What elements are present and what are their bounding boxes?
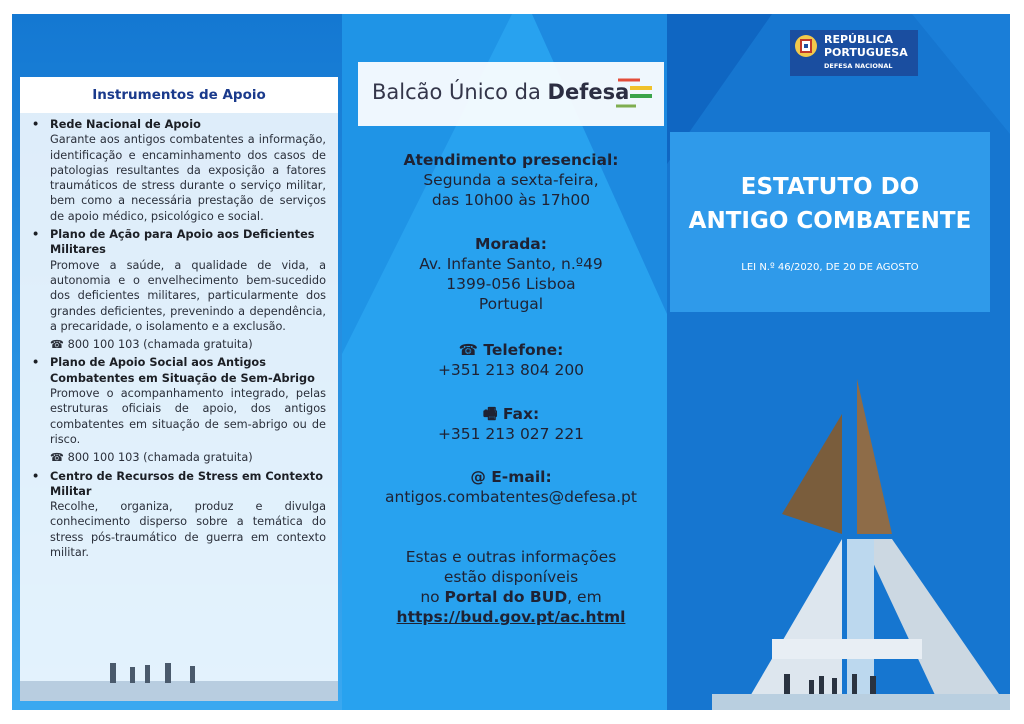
republic-emblem <box>790 30 918 76</box>
bullet-icon: • <box>32 118 40 131</box>
fax-number: +351 213 027 221 <box>437 425 585 443</box>
phone-number[interactable]: +351 213 804 200 <box>437 361 585 379</box>
defense-label: DEFESA NACIONAL <box>824 62 893 70</box>
logo-bold: Defesa <box>547 80 630 104</box>
phone-line: ☎ 800 100 103 (chamada gratuita) <box>50 451 253 465</box>
list-item <box>30 117 326 224</box>
bullet-icon: • <box>32 356 40 370</box>
info-line2: estão disponíveis <box>443 568 579 586</box>
address-city: 1399-056 Lisboa <box>446 275 576 293</box>
list-item <box>30 227 326 352</box>
item-description: Recolhe, organiza, produz e divulga conhecimento disperso sobre a temática do stress pós-traumático de guerra em contexto militar. <box>50 500 326 560</box>
address-heading: Morada: <box>475 235 547 253</box>
phone-line: ☎ 800 100 103 (chamada gratuita) <box>50 338 253 352</box>
title-line2: ANTIGO COMBATENTE <box>688 208 972 234</box>
item-description: Garante aos antigos combatentes a informação, identificação e encaminhamento dos casos de patologias resultantes da exposição a fatores traumáticos de stress durante o serviço militar, bem como a necessária prestação de serviços de apoio médico, psicológico e social. <box>50 133 326 223</box>
info-suffix: , em <box>567 588 602 606</box>
fax-heading: 🖷 Fax: <box>482 405 540 423</box>
list-item <box>30 469 326 561</box>
attendance-days: Segunda a sexta-feira, <box>423 171 599 189</box>
address-country: Portugal <box>478 295 544 313</box>
republic-line1: REPÚBLICA <box>824 33 894 46</box>
attendance-heading: Atendimento presencial: <box>403 151 619 169</box>
title-line1: ESTATUTO DO <box>740 174 920 200</box>
email-block <box>358 467 664 507</box>
silhouettes-illustration <box>20 641 338 701</box>
bullet-icon: • <box>32 469 40 483</box>
panel-body <box>20 117 338 563</box>
info-line1: Estas e outras informações <box>405 548 617 566</box>
law-reference: LEI N.º 46/2020, DE 20 DE AGOSTO <box>741 262 919 273</box>
phone-heading: ☎ Telefone: <box>458 341 564 359</box>
fax-block <box>358 404 664 444</box>
info-prefix: no <box>420 588 445 606</box>
item-heading: Rede Nacional de Apoio <box>50 118 201 131</box>
attendance-block <box>358 150 664 210</box>
title-box <box>670 132 990 312</box>
item-heading: Centro de Recursos de Stress em Contexto Militar <box>50 469 323 498</box>
email-address[interactable]: antigos.combatentes@defesa.pt <box>385 488 637 506</box>
attendance-hours: das 10h00 às 17h00 <box>431 191 591 209</box>
bud-logo-icon <box>606 72 656 116</box>
list-item <box>30 355 326 465</box>
address-block <box>358 234 664 314</box>
item-heading: Plano de Ação para Apoio aos Deficientes Militares <box>50 228 315 257</box>
email-heading: @ E-mail: <box>470 468 552 486</box>
logo-prefix: Balcão Único da <box>372 80 548 104</box>
item-description: Promove a saúde, a qualidade de vida, a autonomia e o envelhecimento bem-sucedido dos deficientes militares, particularmente dos grandes deficientes, prevenindo a dependência, a precaridade, o isolamento e a exclusão. <box>50 258 326 333</box>
item-heading: Plano de Apoio Social aos Antigos Combatentes em Situação de Sem-Abrigo <box>50 356 315 385</box>
item-description: Promove o acompanhamento integrado, pelas estruturas oficiais de apoio, dos antigos combatentes em situação de sem-abrigo ou de risco. <box>50 387 326 446</box>
info-portal: Portal do BUD <box>444 588 568 606</box>
panel-title: Instrumentos de Apoio <box>20 77 338 113</box>
portal-link[interactable]: https://bud.gov.pt/ac.html <box>396 608 626 626</box>
address-street: Av. Infante Santo, n.º49 <box>419 255 603 273</box>
support-instruments-panel <box>20 77 338 701</box>
brochure-sheet <box>12 14 1010 710</box>
phone-block <box>358 340 664 380</box>
bullet-icon: • <box>32 228 40 242</box>
portugal-shield-icon <box>794 34 818 58</box>
republic-line2: PORTUGUESA <box>824 46 908 59</box>
bud-logo <box>358 62 664 126</box>
info-block <box>358 547 664 627</box>
